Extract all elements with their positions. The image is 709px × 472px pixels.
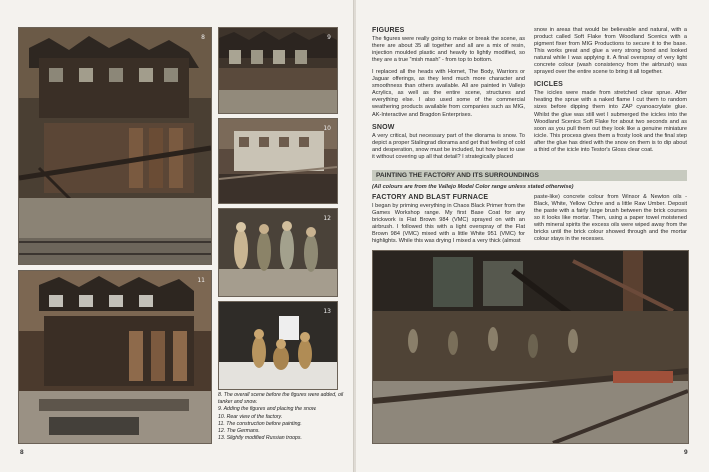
photo-number: 11 (197, 277, 205, 284)
photo-number: 10 (323, 125, 331, 132)
paragraph: paste-like) concrete colour from Winsor & Newton oils - Black, White, Yellow Ochre and a little Raw Umber. Deposit the paste with a fairly large brush between the brick courses so it looks like mortar. Then, using a paper towel moistened with mineral spirits the excess oils were wiped away from the bricks until the brick colour showed through and the mortar colour stays in the recesses. (534, 194, 687, 243)
column-left-bottom (372, 194, 525, 250)
photo-number: 13 (323, 308, 331, 315)
photo-blast-furnace-scene (372, 250, 689, 444)
photo-captions (218, 392, 350, 442)
column-right-top (534, 27, 687, 159)
heading-snow: SNOW (372, 123, 395, 131)
photo-overall-scene (18, 27, 212, 265)
heading-icicles: ICICLES (534, 81, 564, 89)
paragraph: The figures were really going to make or break the scene, as there are about 35 all together and all are a mix of resin, injection moulded plastic and heavily to lightly modified, so they are a true “mish mash” - from top to bottom. (372, 36, 525, 64)
section-banner: PAINTING THE FACTORY AND ITS SURROUNDINGS (372, 170, 687, 181)
page-number-right: 9 (684, 449, 688, 456)
caption-line: 9. Adding the figures and placing the snow. (218, 406, 317, 413)
caption-line: tanker and snow. (218, 399, 258, 406)
heading-figures: FIGURES (372, 27, 405, 34)
paragraph: A very critical, but necessary part of the diorama is snow. To depict a proper Stalingrad diorama and get that feeling of cold and desperation, snow must be included, but how best to use it without covering up all that detail? I strategically placed (372, 132, 525, 160)
photo-number: 12 (323, 215, 331, 222)
caption-line: 12. The Germans. (218, 428, 260, 435)
photo-germans (218, 208, 338, 297)
paragraph: The icicles were made from stretched clear sprue. After heating the sprue with a naked flame I cut them to random sizes before dipping them into ZAP cyanoacrylate glue. Whilst the glue was still wet I submerged the icicles into the Woodland Scenics Soft Flake for about two seconds and as soon as you pull them out they look like a genuine miniature icicle. This process gives them a frosty look and the final step after the glue has dried with the snow on them is to dip about a third of the icicle into Testor's Gloss clear coat. (534, 90, 687, 153)
paragraph: snow in areas that would be believable and natural, with a product called Soft Flake from Woodland Scenics with a pigment fixer from MIG Productions to secure it to the base. This works great and glue a very strong bond and looked natural while I was applying it. A final overspray of very light concrete colour (wash consistency from the airbrush) was sprayed over the entire scene to bring it all together. (534, 27, 687, 76)
photo-adding-figures (218, 27, 338, 114)
heading-factory: FACTORY AND BLAST FURNACE (372, 194, 489, 201)
section-note: (All colours are from the Vallejo Model Color range unless stated otherwise) (372, 184, 574, 190)
caption-line: 8. The overall scene before the figures were added, oil (218, 392, 344, 398)
caption-line: 11. The construction before painting. (218, 420, 302, 427)
photo-number: 9 (327, 34, 331, 41)
paragraph: I replaced all the heads with Hornet, The Body, Warriors or Jaguar offerings, as they lend much more character and smoothness than others available. All are painted in Vallejo Acrylics, as well as the entire scene, structures and everything else. I also used some of the commercial weathering products available from companies such as MIG, AK-Interactive and Bragdon Enterprises. (372, 69, 525, 118)
photo-rear-view (218, 118, 338, 204)
caption-line: 13. Slightly modified Russian troops. (218, 435, 302, 442)
caption-line: 10. Rear view of the factory. (218, 413, 283, 420)
column-right-bottom (534, 194, 687, 248)
photo-russian-troops (218, 301, 338, 390)
column-left-top (372, 27, 525, 166)
left-page (0, 0, 354, 472)
page-number-left: 8 (20, 449, 24, 456)
paragraph: I began by priming everything in Chaos Black Primer from the Games Workshop range. My first Base Coat for any brickwork is Flat Brown 984 (VMC) sprayed on with an airbrush. I followed this with a light overspray of the Flat Brown 984 (VMC) mixed with a little White 951 (VMC) for highlights. While this was drying I mixed a very thick (almost (372, 203, 525, 245)
photo-number: 8 (201, 34, 205, 41)
photo-construction (18, 270, 212, 444)
